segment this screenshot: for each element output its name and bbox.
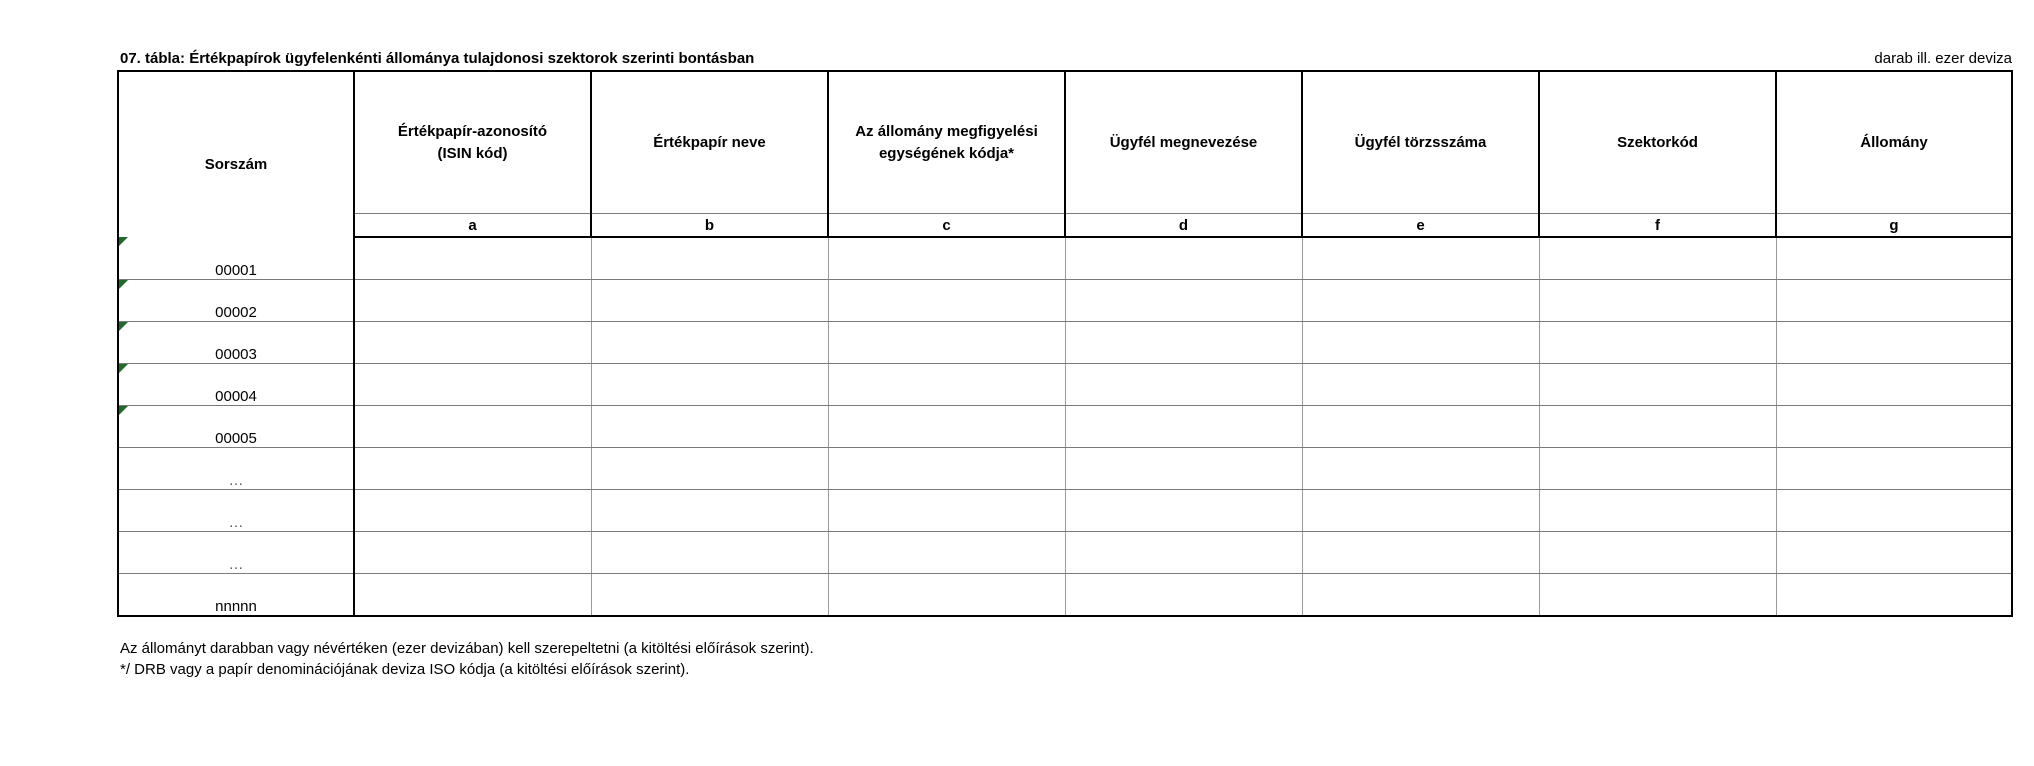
cell-a[interactable] bbox=[354, 322, 591, 364]
cell-a[interactable] bbox=[354, 574, 591, 617]
cell-a[interactable] bbox=[354, 237, 591, 280]
cell-a[interactable] bbox=[354, 364, 591, 406]
row-number: 00002 bbox=[215, 304, 257, 321]
column-letter-e: e bbox=[1302, 214, 1539, 238]
cell-e[interactable] bbox=[1302, 490, 1539, 532]
row-number-cell[interactable] bbox=[118, 406, 354, 448]
row-number-cell[interactable] bbox=[118, 364, 354, 406]
cell-f[interactable] bbox=[1539, 490, 1776, 532]
column-header-client-name: Ügyfél megnevezése bbox=[1065, 71, 1302, 214]
row-number: 00004 bbox=[215, 388, 257, 405]
cell-e[interactable] bbox=[1302, 280, 1539, 322]
cell-g[interactable] bbox=[1776, 448, 2012, 490]
cell-g[interactable] bbox=[1776, 237, 2012, 280]
cell-b[interactable] bbox=[591, 532, 828, 574]
footnotes bbox=[120, 638, 814, 680]
footnote-stock: Az állományt darabban vagy névértéken (ezer devizában) kell szerepeltetni (a kitöltési előírások szerint). bbox=[120, 640, 814, 657]
cell-c[interactable] bbox=[828, 448, 1065, 490]
row-number-cell[interactable] bbox=[118, 322, 354, 364]
row-number-cell[interactable] bbox=[118, 532, 354, 574]
row-number: nnnnn bbox=[215, 598, 257, 615]
cell-g[interactable] bbox=[1776, 490, 2012, 532]
column-letter-a: a bbox=[354, 214, 591, 238]
cell-g[interactable] bbox=[1776, 280, 2012, 322]
cell-d[interactable] bbox=[1065, 406, 1302, 448]
cell-b[interactable] bbox=[591, 406, 828, 448]
cell-e[interactable] bbox=[1302, 364, 1539, 406]
cell-g[interactable] bbox=[1776, 532, 2012, 574]
column-letter-c: c bbox=[828, 214, 1065, 238]
cell-g[interactable] bbox=[1776, 406, 2012, 448]
cell-b[interactable] bbox=[591, 364, 828, 406]
row-number: … bbox=[228, 556, 244, 573]
cell-b[interactable] bbox=[591, 490, 828, 532]
cell-a[interactable] bbox=[354, 448, 591, 490]
comment-marker-icon bbox=[119, 364, 128, 373]
table-row bbox=[118, 490, 2012, 532]
cell-f[interactable] bbox=[1539, 364, 1776, 406]
table-title: 07. tábla: Értékpapírok ügyfelenkénti állománya tulajdonosi szektorok szerinti bontásban bbox=[120, 50, 755, 67]
cell-f[interactable] bbox=[1539, 237, 1776, 280]
row-number: … bbox=[228, 472, 244, 489]
cell-d[interactable] bbox=[1065, 574, 1302, 617]
cell-b[interactable] bbox=[591, 280, 828, 322]
row-number-cell[interactable] bbox=[118, 490, 354, 532]
table-row bbox=[118, 322, 2012, 364]
cell-e[interactable] bbox=[1302, 574, 1539, 617]
column-header-stock: Állomány bbox=[1776, 71, 2012, 214]
column-header-name: Értékpapír neve bbox=[591, 71, 828, 214]
cell-d[interactable] bbox=[1065, 490, 1302, 532]
cell-b[interactable] bbox=[591, 322, 828, 364]
column-header-client-id: Ügyfél törzsszáma bbox=[1302, 71, 1539, 214]
column-letter-g: g bbox=[1776, 214, 2012, 238]
table-row bbox=[118, 574, 2012, 617]
table-row bbox=[118, 237, 2012, 280]
cell-e[interactable] bbox=[1302, 406, 1539, 448]
unit-label: darab ill. ezer deviza bbox=[1874, 50, 2012, 67]
cell-a[interactable] bbox=[354, 532, 591, 574]
cell-d[interactable] bbox=[1065, 448, 1302, 490]
cell-c[interactable] bbox=[828, 574, 1065, 617]
column-letter-f: f bbox=[1539, 214, 1776, 238]
cell-b[interactable] bbox=[591, 574, 828, 617]
row-number-cell[interactable] bbox=[118, 448, 354, 490]
cell-f[interactable] bbox=[1539, 574, 1776, 617]
cell-c[interactable] bbox=[828, 406, 1065, 448]
row-number: 00003 bbox=[215, 346, 257, 363]
table-row bbox=[118, 280, 2012, 322]
cell-e[interactable] bbox=[1302, 448, 1539, 490]
cell-d[interactable] bbox=[1065, 364, 1302, 406]
cell-c[interactable] bbox=[828, 490, 1065, 532]
cell-d[interactable] bbox=[1065, 280, 1302, 322]
table-row bbox=[118, 448, 2012, 490]
comment-marker-icon bbox=[119, 406, 128, 415]
cell-c[interactable] bbox=[828, 532, 1065, 574]
row-number: … bbox=[228, 514, 244, 531]
column-header-unit-code: Az állomány megfigyelési egységének kódja* bbox=[828, 71, 1065, 214]
cell-c[interactable] bbox=[828, 237, 1065, 280]
cell-f[interactable] bbox=[1539, 406, 1776, 448]
cell-a[interactable] bbox=[354, 280, 591, 322]
comment-marker-icon bbox=[119, 237, 128, 246]
cell-d[interactable] bbox=[1065, 532, 1302, 574]
column-header-isin: Értékpapír-azonosító (ISIN kód) bbox=[354, 71, 591, 214]
cell-e[interactable] bbox=[1302, 237, 1539, 280]
cell-a[interactable] bbox=[354, 490, 591, 532]
cell-d[interactable] bbox=[1065, 322, 1302, 364]
cell-c[interactable] bbox=[828, 364, 1065, 406]
cell-c[interactable] bbox=[828, 280, 1065, 322]
cell-g[interactable] bbox=[1776, 322, 2012, 364]
row-number: 00001 bbox=[215, 262, 257, 279]
cell-d[interactable] bbox=[1065, 237, 1302, 280]
table-row bbox=[118, 364, 2012, 406]
cell-a[interactable] bbox=[354, 406, 591, 448]
cell-f[interactable] bbox=[1539, 322, 1776, 364]
cell-c[interactable] bbox=[828, 322, 1065, 364]
footnote-asterisk: */ DRB vagy a papír denominációjának deviza ISO kódja (a kitöltési előírások szerint). bbox=[120, 661, 690, 678]
data-table bbox=[117, 70, 2013, 617]
cell-f[interactable] bbox=[1539, 280, 1776, 322]
row-number: 00005 bbox=[215, 430, 257, 447]
cell-e[interactable] bbox=[1302, 322, 1539, 364]
comment-marker-icon bbox=[119, 322, 128, 331]
column-header-sector-code: Szektorkód bbox=[1539, 71, 1776, 214]
cell-f[interactable] bbox=[1539, 532, 1776, 574]
cell-g[interactable] bbox=[1776, 364, 2012, 406]
cell-b[interactable] bbox=[591, 448, 828, 490]
column-letter-d: d bbox=[1065, 214, 1302, 238]
row-number-cell[interactable] bbox=[118, 574, 354, 617]
cell-b[interactable] bbox=[591, 237, 828, 280]
table-row bbox=[118, 532, 2012, 574]
comment-marker-icon bbox=[119, 280, 128, 289]
cell-e[interactable] bbox=[1302, 532, 1539, 574]
row-number-cell[interactable] bbox=[118, 237, 354, 280]
table-row bbox=[118, 406, 2012, 448]
column-header-sorszam: Sorszám bbox=[118, 71, 354, 237]
cell-f[interactable] bbox=[1539, 448, 1776, 490]
row-number-cell[interactable] bbox=[118, 280, 354, 322]
cell-g[interactable] bbox=[1776, 574, 2012, 617]
column-letter-b: b bbox=[591, 214, 828, 238]
